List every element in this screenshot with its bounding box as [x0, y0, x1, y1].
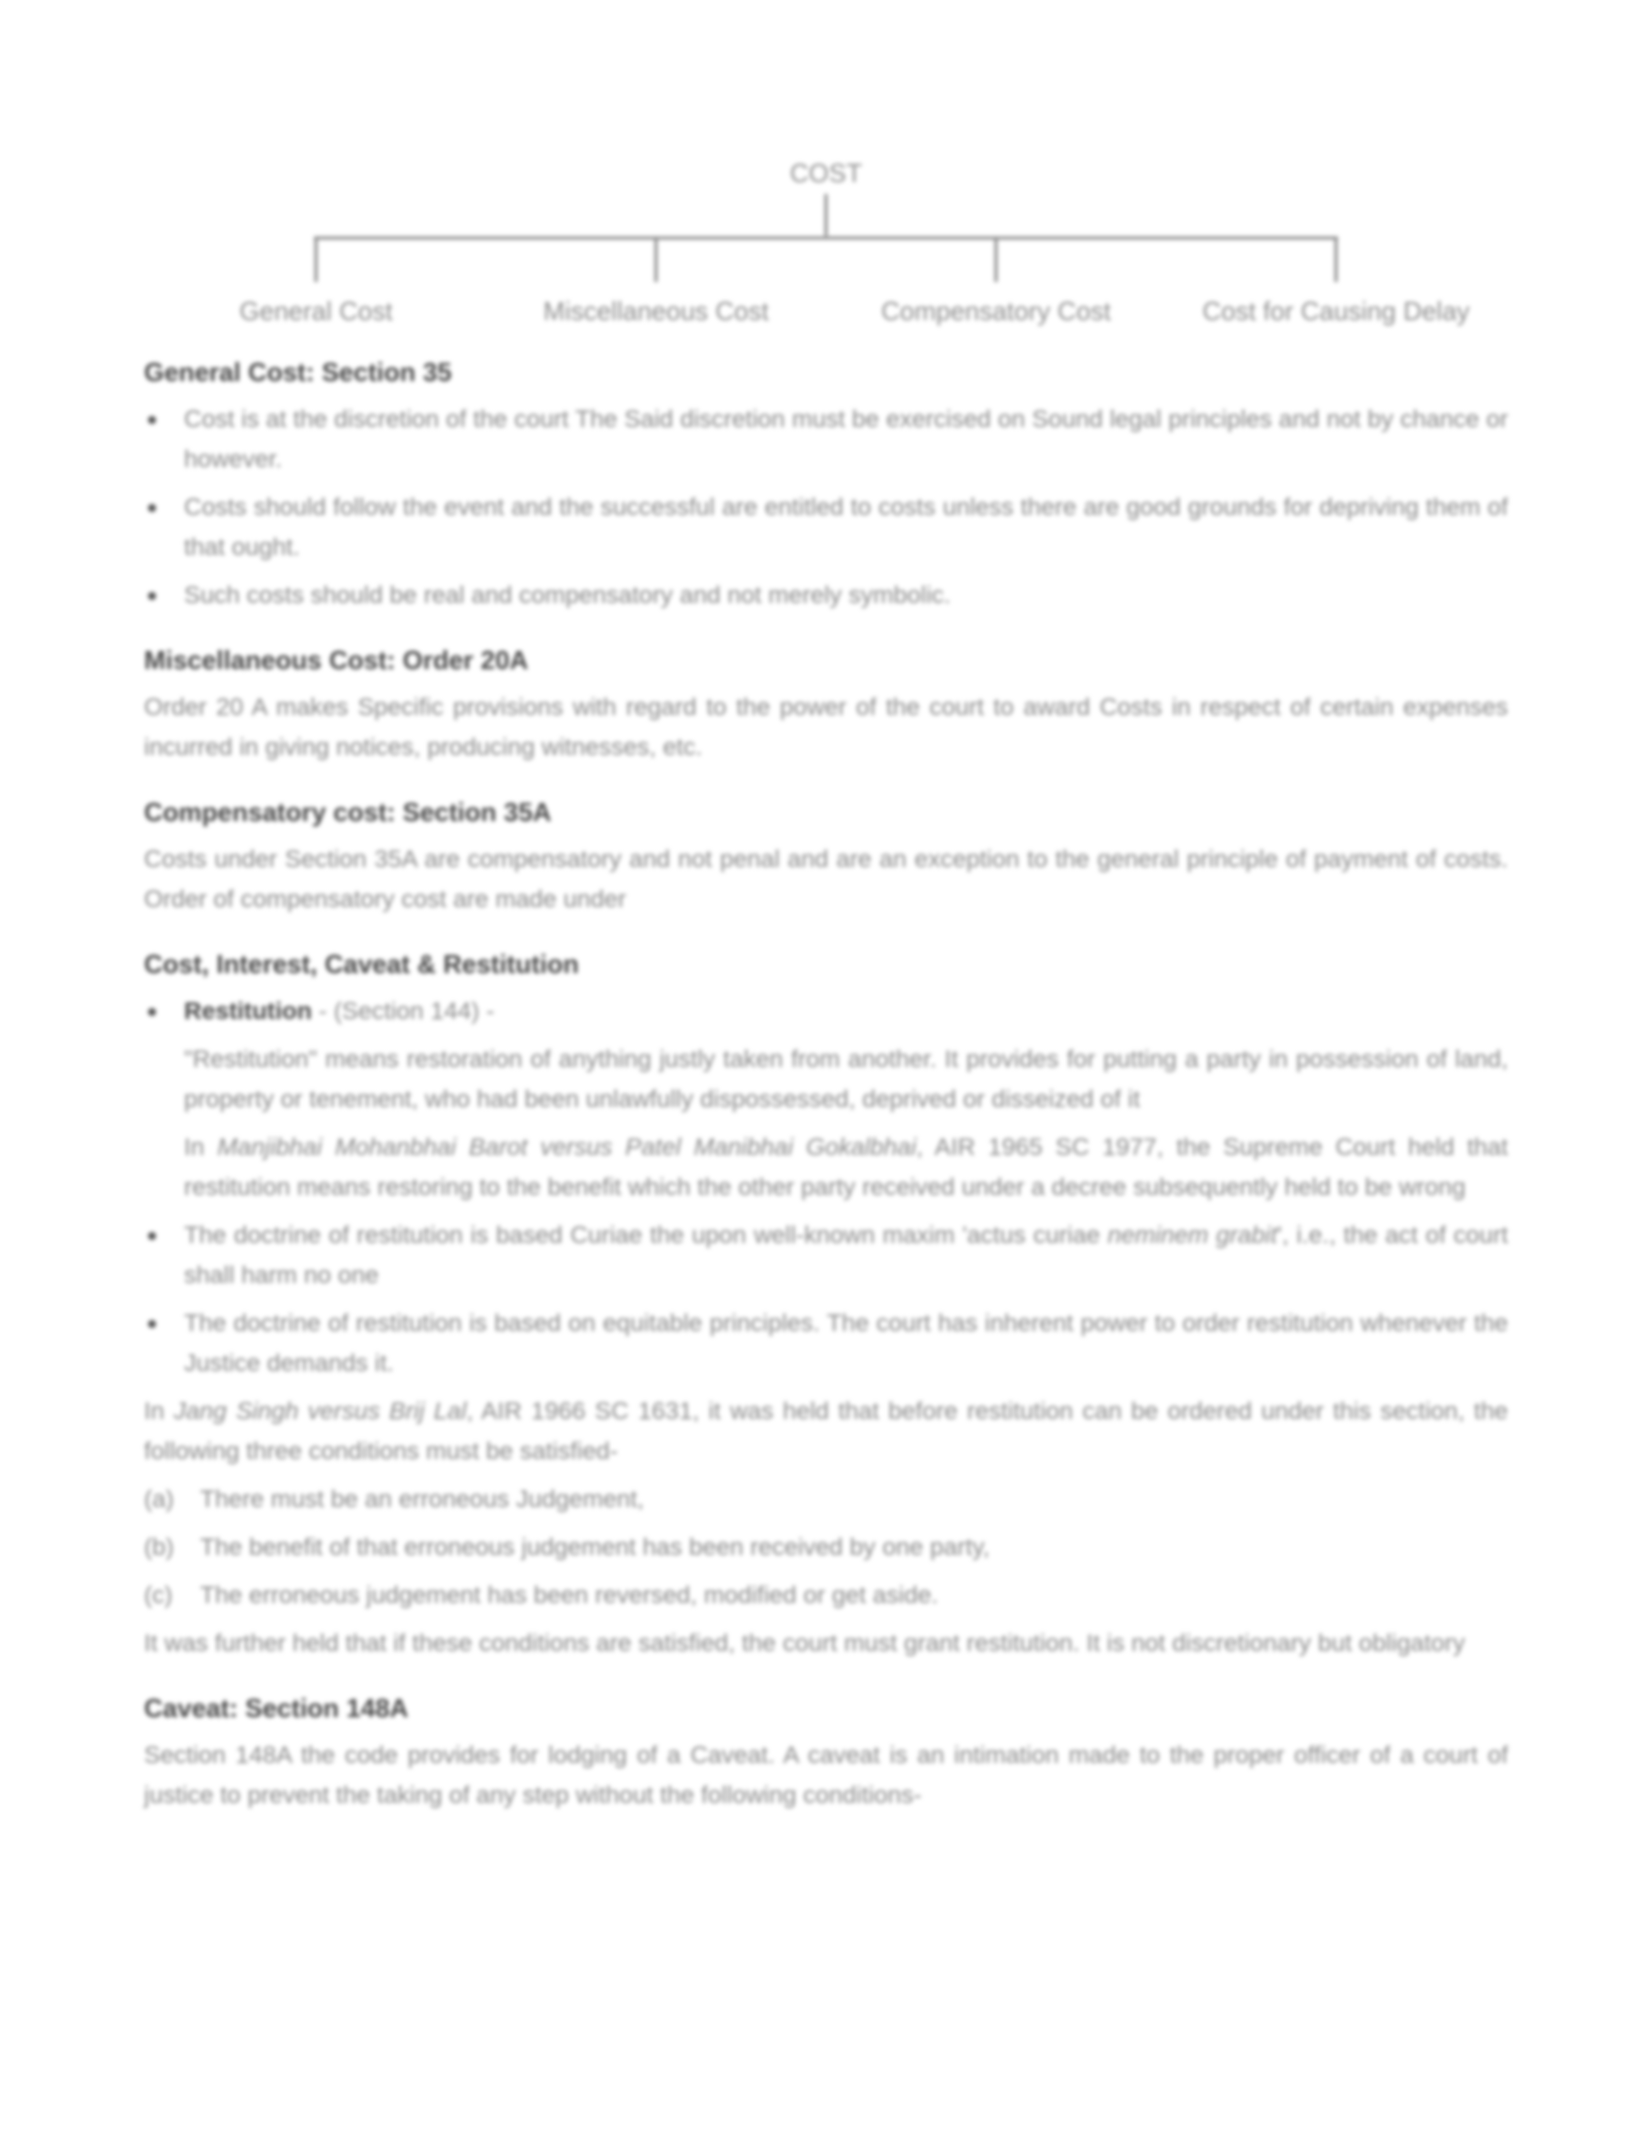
list-item [144, 992, 1508, 1208]
restitution-heading: Cost, Interest, Caveat & Restitution [144, 949, 579, 979]
jang-singh-case: In Jang Singh versus Brij Lal, AIR 1966 SC 1631, it was held that before restitution can be ordered under this section, the following three conditions must be satisfied- [144, 1398, 1508, 1465]
restitution-label: Restitution [184, 998, 312, 1025]
restitution-closing: It was further held that if these conditions are satisfied, the court must grant restitution. It is not discretionary but obligatory [144, 1630, 1465, 1657]
tree-child-general-cost: General Cost [239, 296, 393, 326]
tree-root-label: COST [789, 158, 863, 188]
condition-b: (b) The benefit of that erroneous judgement has been received by one party, [144, 1534, 990, 1561]
bullet-icon [148, 1320, 156, 1328]
bullet-icon [148, 592, 156, 600]
comp-cost-text: Costs under Section 35A are compensatory and not penal and are an exception to the general principle of payment of costs. Order of compensatory cost are made under [144, 846, 1508, 913]
tree-child-cost-for-delay: Cost for Causing Delay [1202, 296, 1470, 326]
restitution-definition: "Restitution" means restoration of anything justly taken from another. It provides for putting a party in possession of land, property or tenement, who had been unlawfully dispossessed, deprived or disseized of it [184, 1046, 1508, 1113]
restitution-case: In Manjibhai Mohanbhai Barot versus Patel Manibhai Gokalbhai, AIR 1965 SC 1977, the Supreme Court held that restitution means restoring to the benefit which the other party received under a decree subsequently held to be wrong [184, 1134, 1508, 1201]
general-cost-heading: General Cost: Section 35 [144, 357, 452, 387]
misc-cost-text: Order 20 A makes Specific provisions with regard to the power of the court to award Costs in respect of certain expenses incurred in giving notices, producing witnesses, etc. [144, 694, 1508, 761]
list-item: The doctrine of restitution is based on equitable principles. The court has inherent power to order restitution whenever the Justice demands it. [144, 1304, 1508, 1384]
list-item: Cost is at the discretion of the court The Said discretion must be exercised on Sound legal principles and not by chance or however. [144, 400, 1508, 480]
restitution-list [144, 992, 1508, 1384]
bullet-icon [148, 1008, 156, 1016]
restitution-section: - (Section 144) - [311, 998, 495, 1025]
condition-c: (c) The erroneous judgement has been reversed, modified or get aside. [144, 1582, 939, 1609]
condition-a: (a) There must be an erroneous Judgement, [144, 1486, 644, 1513]
list-item: Such costs should be real and compensatory and not merely symbolic. [144, 576, 1508, 616]
caveat-heading: Caveat: Section 148A [144, 1693, 409, 1723]
tree-child-miscellaneous-cost: Miscellaneous Cost [543, 296, 769, 326]
misc-cost-heading: Miscellaneous Cost: Order 20A [144, 645, 529, 675]
caveat-text: Section 148A the code provides for lodging of a Caveat. A caveat is an intimation made to the proper officer of a court of justice to prevent the taking of any step without the following conditions- [144, 1742, 1508, 1809]
bullet-icon [148, 504, 156, 512]
general-cost-list [144, 400, 1508, 616]
list-item: The doctrine of restitution is based Curiae the upon well-known maxim 'actus curiae neminem grabit', i.e., the act of court shall harm no one [144, 1216, 1508, 1296]
bullet-icon [148, 1232, 156, 1240]
list-item: Costs should follow the event and the successful are entitled to costs unless there are good grounds for depriving them of that ought. [144, 488, 1508, 568]
document-body [144, 354, 1508, 1842]
tree-child-compensatory-cost: Compensatory Cost [881, 296, 1111, 326]
bullet-icon [148, 416, 156, 424]
comp-cost-heading: Compensatory cost: Section 35A [144, 797, 552, 827]
